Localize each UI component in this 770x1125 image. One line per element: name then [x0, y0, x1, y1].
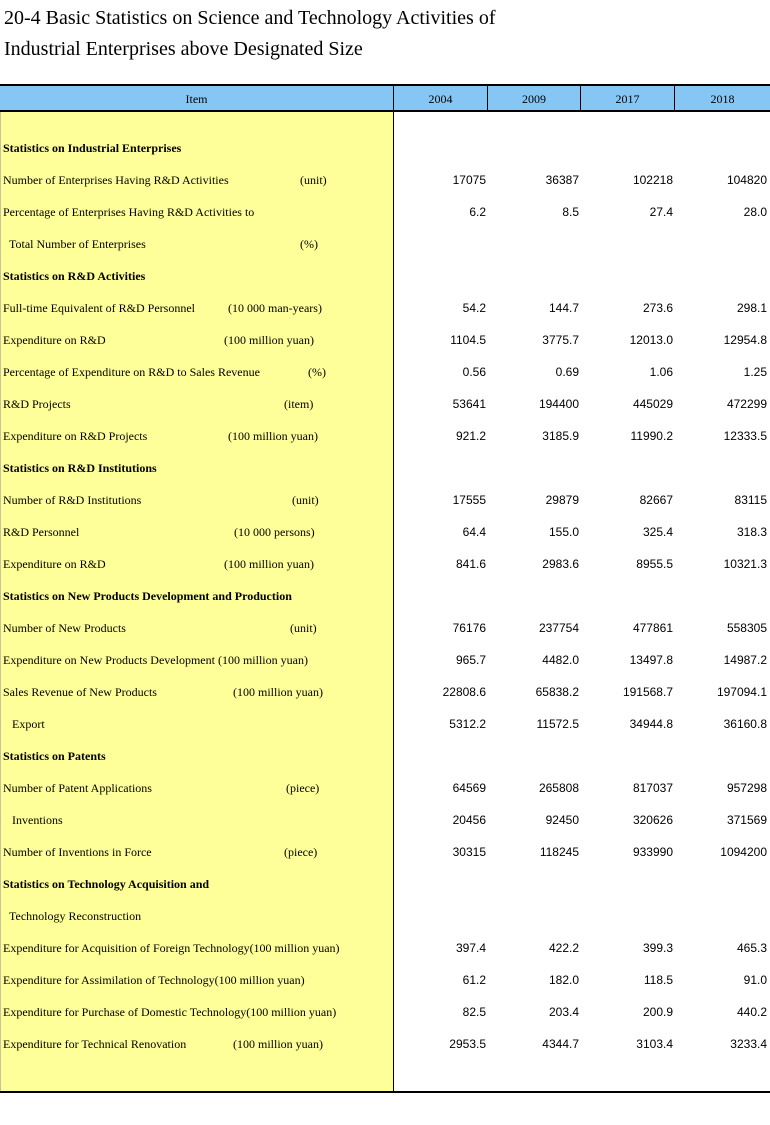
header-year-2: 2009	[522, 92, 546, 106]
row-unit: (unit)	[292, 493, 319, 507]
value-cell-2018: 298.1	[736, 301, 767, 315]
table-row	[0, 836, 770, 868]
table-row	[0, 548, 770, 580]
value-cell-2004: 1104.5	[450, 333, 486, 347]
table-row	[0, 484, 770, 516]
value-cell-2017: 273.6	[642, 301, 673, 315]
section-row	[0, 740, 770, 772]
value-cell-2004: 6.2	[469, 205, 486, 219]
section-row	[0, 868, 770, 900]
table-row	[0, 420, 770, 452]
table-row	[0, 964, 770, 996]
row-label: Export	[12, 717, 45, 731]
value-cell-2004: 64569	[452, 781, 486, 795]
row-unit: (10 000 man-years)	[228, 301, 322, 315]
value-cell-2009: 182.0	[548, 973, 579, 987]
row-label: Percentage of Expenditure on R&D to Sales Revenue	[3, 365, 260, 379]
value-cell-2009: 203.4	[548, 1005, 579, 1019]
value-cell-2017: 320626	[632, 813, 673, 827]
section-heading: Statistics on Technology Acquisition and	[3, 877, 210, 891]
row-label: Number of R&D Institutions	[3, 493, 142, 507]
value-cell-2009: 65838.2	[535, 685, 579, 699]
value-cell-2017: 399.3	[642, 941, 673, 955]
table-row	[0, 356, 770, 388]
value-cell-2009: 144.7	[548, 301, 579, 315]
row-label: Percentage of Enterprises Having R&D Activities to	[3, 205, 255, 219]
value-cell-2009: 237754	[538, 621, 579, 635]
table-row	[0, 612, 770, 644]
value-cell-2017: 12013.0	[629, 333, 673, 347]
value-cell-2004: 2953.5	[449, 1037, 486, 1051]
row-unit: (100 million yuan)	[233, 685, 323, 699]
header-item: Item	[185, 92, 208, 106]
row-label: Number of Patent Applications	[3, 781, 152, 795]
value-cell-2018: 1.25	[743, 365, 767, 379]
row-unit: (100 million yuan)	[224, 557, 314, 571]
section-heading: Statistics on R&D Institutions	[3, 461, 157, 475]
value-cell-2018: 371569	[726, 813, 767, 827]
value-cell-2017: 118.5	[643, 973, 673, 987]
value-cell-2018: 197094.1	[716, 685, 767, 699]
value-cell-2018: 465.3	[736, 941, 767, 955]
value-cell-2017: 11990.2	[630, 429, 673, 443]
table-title-line-2: Industrial Enterprises above Designated Size	[4, 38, 363, 60]
row-label: Expenditure for Acquisition of Foreign Technology(100 million yuan)	[3, 941, 340, 955]
value-cell-2018: 558305	[726, 621, 767, 635]
value-cell-2004: 841.6	[455, 557, 486, 571]
value-cell-2009: 2983.6	[542, 557, 579, 571]
row-label: Inventions	[12, 813, 63, 827]
value-cell-2017: 817037	[632, 781, 673, 795]
value-cell-2018: 104820	[726, 173, 767, 187]
value-cell-2009: 422.2	[548, 941, 579, 955]
row-unit: (unit)	[300, 173, 327, 187]
header-year-4: 2018	[710, 92, 735, 106]
value-cell-2018: 10321.3	[723, 557, 767, 571]
value-cell-2004: 82.5	[462, 1005, 486, 1019]
row-label: Expenditure on New Products Development (100 million yuan)	[3, 653, 308, 667]
row-label: Number of Enterprises Having R&D Activities	[3, 173, 229, 187]
table-header	[0, 84, 770, 112]
table-row	[0, 676, 770, 708]
row-unit: (100 million yuan)	[228, 429, 318, 443]
value-cell-2017: 82667	[639, 493, 673, 507]
table-row	[0, 708, 770, 740]
table-row	[0, 196, 770, 228]
value-cell-2004: 17075	[452, 173, 486, 187]
table-row	[0, 324, 770, 356]
value-cell-2004: 17555	[452, 493, 486, 507]
value-cell-2009: 92450	[545, 813, 579, 827]
section-heading: Statistics on R&D Activities	[3, 269, 146, 283]
value-cell-2009: 0.69	[555, 365, 579, 379]
row-unit: (item)	[284, 397, 314, 411]
row-label: R&D Projects	[3, 397, 71, 411]
value-cell-2018: 36160.8	[723, 717, 767, 731]
value-cell-2017: 445029	[632, 397, 673, 411]
row-unit: (piece)	[284, 845, 318, 859]
row-unit: (piece)	[286, 781, 320, 795]
table-row	[0, 388, 770, 420]
value-cell-2017: 477861	[632, 621, 673, 635]
value-cell-2009: 3775.7	[542, 333, 579, 347]
row-label: Expenditure on R&D	[3, 333, 106, 347]
value-cell-2004: 397.4	[455, 941, 486, 955]
value-cell-2004: 30315	[452, 845, 486, 859]
value-cell-2018: 440.2	[736, 1005, 767, 1019]
row-unit: (100 million yuan)	[233, 1037, 323, 1051]
value-cell-2017: 1.06	[649, 365, 673, 379]
table-bottom-rule	[0, 1091, 770, 1093]
value-cell-2004: 61.2	[462, 973, 486, 987]
section-row	[0, 260, 770, 292]
value-cell-2017: 34944.8	[629, 717, 673, 731]
value-cell-2009: 8.5	[562, 205, 579, 219]
value-cell-2004: 0.56	[462, 365, 486, 379]
value-cell-2009: 118245	[539, 845, 579, 859]
row-label: Sales Revenue of New Products	[3, 685, 157, 699]
section-heading: Statistics on Industrial Enterprises	[3, 141, 182, 155]
value-cell-2018: 318.3	[736, 525, 767, 539]
table-row	[0, 164, 770, 196]
value-cell-2017: 933990	[632, 845, 673, 859]
row-unit: (unit)	[290, 621, 317, 635]
value-cell-2017: 102218	[632, 173, 673, 187]
table-row	[0, 996, 770, 1028]
table-row	[0, 292, 770, 324]
value-cell-2018: 12954.8	[723, 333, 767, 347]
value-cell-2018: 83115	[734, 493, 767, 507]
value-cell-2017: 3103.4	[636, 1037, 673, 1051]
section-heading: Statistics on New Products Development and Production	[3, 589, 292, 603]
value-cell-2017: 27.4	[649, 205, 673, 219]
value-cell-2009: 4482.0	[542, 653, 579, 667]
table-row	[0, 1028, 770, 1060]
value-cell-2004: 20456	[452, 813, 486, 827]
row-label: R&D Personnel	[3, 525, 80, 539]
value-cell-2018: 1094200	[720, 845, 767, 859]
row-label: Full-time Equivalent of R&D Personnel	[3, 301, 195, 315]
value-cell-2009: 155.0	[548, 525, 579, 539]
value-cell-2004: 921.2	[455, 429, 486, 443]
value-cell-2009: 265808	[538, 781, 579, 795]
table-row	[0, 900, 770, 932]
value-cell-2009: 3185.9	[542, 429, 579, 443]
row-unit: (%)	[300, 237, 318, 251]
value-cell-2009: 36387	[545, 173, 579, 187]
row-label: Expenditure on R&D Projects	[3, 429, 148, 443]
section-row	[0, 452, 770, 484]
row-label: Total Number of Enterprises	[9, 237, 146, 251]
row-label: Number of New Products	[3, 621, 126, 635]
table-row	[0, 772, 770, 804]
value-cell-2018: 472299	[726, 397, 767, 411]
value-cell-2018: 91.0	[743, 973, 767, 987]
row-unit: (%)	[308, 365, 326, 379]
row-unit: (100 million yuan)	[224, 333, 314, 347]
value-cell-2017: 200.9	[642, 1005, 673, 1019]
value-cell-2017: 191568.7	[622, 685, 673, 699]
value-cell-2009: 194400	[538, 397, 579, 411]
value-cell-2009: 11572.5	[536, 717, 579, 731]
value-cell-2004: 64.4	[462, 525, 486, 539]
row-label: Technology Reconstruction	[9, 909, 142, 923]
value-cell-2004: 54.2	[462, 301, 486, 315]
value-cell-2018: 3233.4	[730, 1037, 767, 1051]
section-row	[0, 132, 770, 164]
value-cell-2004: 965.7	[455, 653, 486, 667]
value-cell-2004: 53641	[452, 397, 486, 411]
table-title-line-1: 20-4 Basic Statistics on Science and Technology Activities of	[4, 7, 496, 29]
value-cell-2017: 8955.5	[636, 557, 673, 571]
row-label: Expenditure for Purchase of Domestic Technology(100 million yuan)	[3, 1005, 337, 1019]
table-title	[4, 3, 724, 65]
value-cell-2004: 22808.6	[442, 685, 486, 699]
value-cell-2018: 28.0	[743, 205, 767, 219]
row-label: Expenditure on R&D	[3, 557, 106, 571]
value-cell-2004: 5312.2	[449, 717, 486, 731]
value-cell-2017: 325.4	[642, 525, 673, 539]
value-cell-2018: 14987.2	[723, 653, 767, 667]
header-year-1: 2004	[428, 92, 453, 106]
value-cell-2009: 29879	[545, 493, 579, 507]
row-unit: (10 000 persons)	[234, 525, 315, 539]
value-cell-2004: 76176	[452, 621, 486, 635]
header-year-3: 2017	[615, 92, 640, 106]
value-cell-2018: 957298	[726, 781, 767, 795]
table-row	[0, 644, 770, 676]
row-label: Number of Inventions in Force	[3, 845, 152, 859]
row-label: Expenditure for Technical Renovation	[3, 1037, 187, 1051]
table-row	[0, 228, 770, 260]
value-cell-2009: 4344.7	[542, 1037, 579, 1051]
table-row	[0, 516, 770, 548]
section-row	[0, 580, 770, 612]
table-row	[0, 804, 770, 836]
table-row	[0, 932, 770, 964]
value-cell-2018: 12333.5	[723, 429, 767, 443]
row-label: Expenditure for Assimilation of Technology(100 million yuan)	[3, 973, 305, 987]
section-heading: Statistics on Patents	[3, 749, 106, 763]
value-cell-2017: 13497.8	[629, 653, 673, 667]
